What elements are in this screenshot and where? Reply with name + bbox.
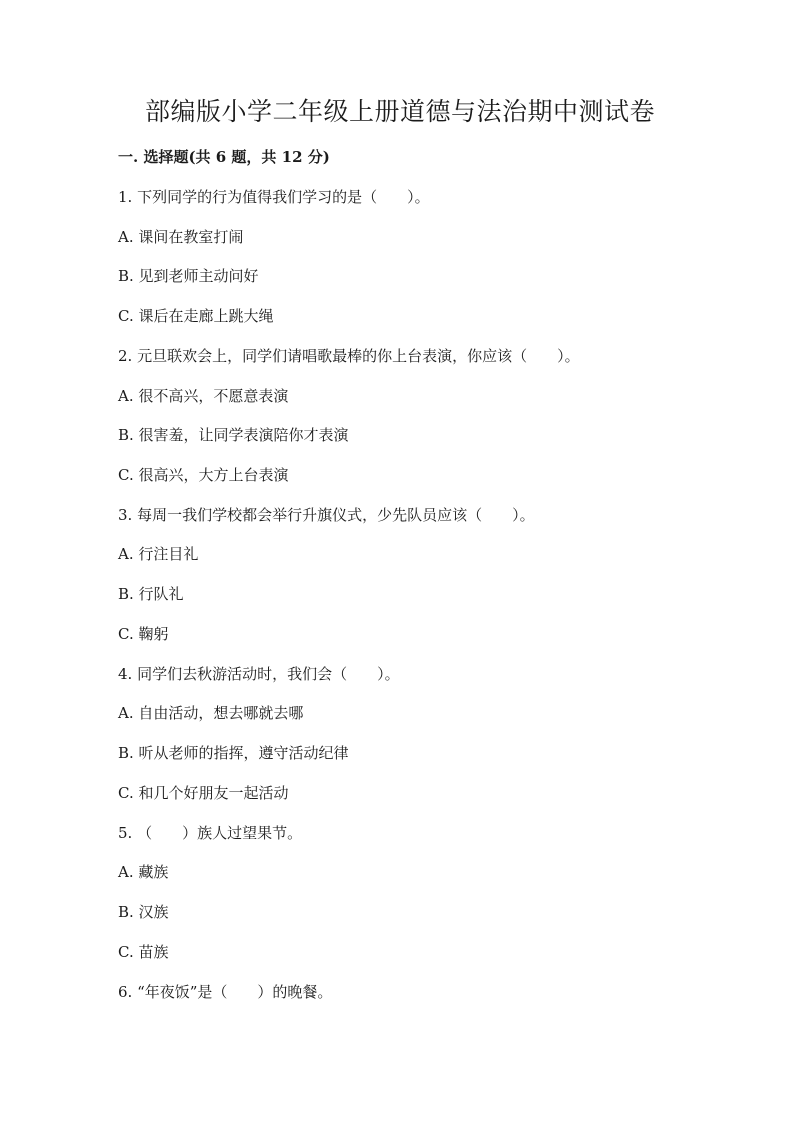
question-3-option-a: A. 行注目礼 — [118, 545, 199, 563]
question-2-option-a: A. 很不高兴，不愿意表演 — [118, 387, 289, 405]
question-2-stem: 2. 元旦联欢会上，同学们请唱歌最棒的你上台表演，你应该（ ）。 — [118, 347, 580, 365]
question-4-option-b: B. 听从老师的指挥，遵守活动纪律 — [118, 744, 349, 762]
question-1-stem: 1. 下列同学的行为值得我们学习的是（ ）。 — [118, 188, 430, 206]
section-heading: 一. 选择题(共 6 题，共 12 分) — [118, 148, 330, 166]
question-5-option-b: B. 汉族 — [118, 903, 169, 921]
question-2-option-c: C. 很高兴，大方上台表演 — [118, 466, 289, 484]
question-1-option-b: B. 见到老师主动问好 — [118, 267, 259, 285]
question-1-option-a: A. 课间在教室打闹 — [118, 228, 244, 246]
question-1-option-c: C. 课后在走廊上跳大绳 — [118, 307, 274, 325]
question-2-option-b: B. 很害羞，让同学表演陪你才表演 — [118, 426, 349, 444]
page-title: 部编版小学二年级上册道德与法治期中测试卷 — [144, 97, 655, 126]
question-4-option-a: A. 自由活动，想去哪就去哪 — [118, 704, 304, 722]
question-4-option-c: C. 和几个好朋友一起活动 — [118, 784, 289, 802]
question-5-stem: 5. （ ）族人过望果节。 — [118, 824, 303, 842]
question-3-stem: 3. 每周一我们学校都会举行升旗仪式，少先队员应该（ ）。 — [118, 506, 535, 524]
question-5-option-a: A. 藏族 — [118, 863, 169, 881]
question-3-option-b: B. 行队礼 — [118, 585, 184, 603]
question-4-stem: 4. 同学们去秋游活动时，我们会（ ）。 — [118, 665, 400, 683]
question-5-option-c: C. 苗族 — [118, 943, 169, 961]
question-6-stem: 6. “年夜饭”是（ ）的晚餐。 — [118, 983, 333, 1001]
question-3-option-c: C. 鞠躬 — [118, 625, 169, 643]
